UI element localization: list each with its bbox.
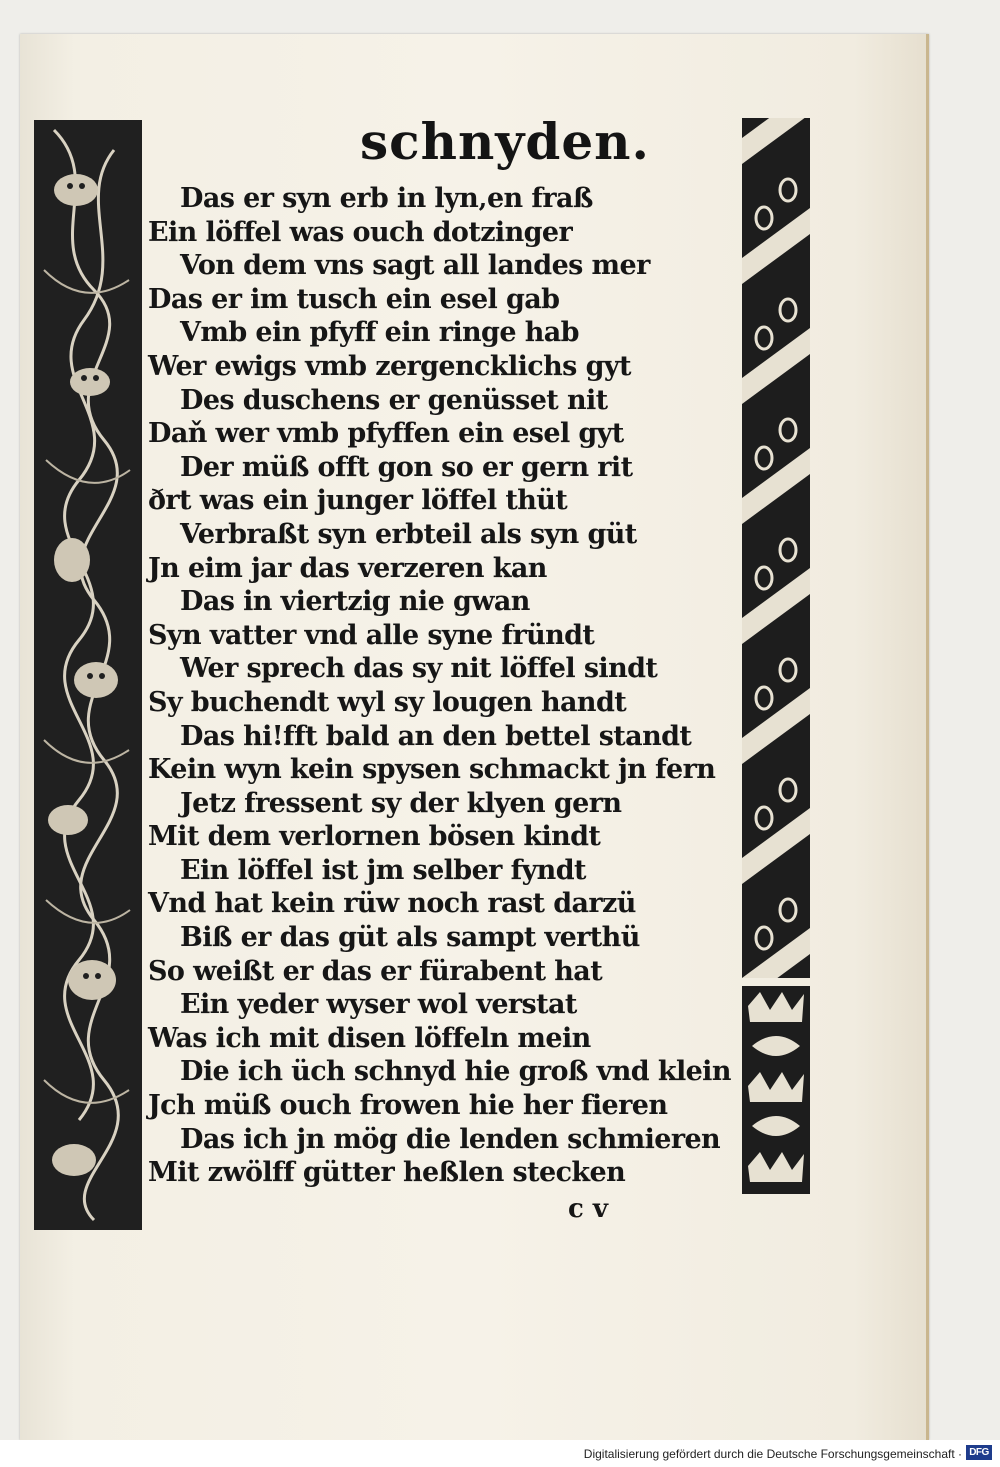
- verse-line: Der müß offt gon so er gern rit: [180, 451, 633, 483]
- verse-line: Ein yeder wyser wol verstat: [180, 989, 577, 1021]
- verse-line: Das ich jn mög die lenden schmieren: [180, 1123, 721, 1155]
- verse-line: Syn vatter vnd alle syne fründt: [148, 619, 595, 651]
- verse-line: Das in viertzig nie gwan: [180, 586, 530, 618]
- verse-line: Des duschens er genüsset nit: [180, 384, 608, 416]
- signature-mark: c v: [568, 1194, 608, 1224]
- verse-block: [20, 182, 740, 1190]
- verse-line: Wer sprech das sy nit löffel sindt: [180, 653, 658, 685]
- verse-line: Ein löffel ist jm selber fyndt: [180, 854, 586, 886]
- verse-line: Das er im tusch ein esel gab: [148, 283, 560, 315]
- verse-line: Jch müß ouch frowen hie her fieren: [148, 1090, 668, 1122]
- verse-line: Das hi!fft bald an den bettel standt: [180, 720, 692, 752]
- verse-line: Kein wyn kein spysen schmackt jn fern: [148, 754, 716, 786]
- verse-line: Verbraßt syn erbteil als syn güt: [180, 518, 637, 550]
- diagonal-band-ornament-icon: [742, 118, 810, 978]
- book-page: [20, 34, 929, 1440]
- verse-line: Jetz fressent sy der klyen gern: [180, 787, 622, 819]
- right-woodcut-border-bottom: [742, 986, 810, 1194]
- verse-line: Wer ewigs vmb zergencklichs gyt: [148, 350, 631, 382]
- verse-line: Das er syn erb in lyn‚en fraß: [180, 183, 593, 214]
- page-heading: schnyden.: [360, 112, 650, 171]
- verse-line: Mit zwölff gütter heßlen stecken: [148, 1157, 626, 1189]
- digitization-footer: [0, 1440, 1000, 1467]
- verse-line: Mit dem verlornen bösen kindt: [148, 821, 601, 853]
- leaf-ornament-icon: [742, 986, 810, 1194]
- verse-line: Ein löffel was ouch dotzinger: [148, 216, 573, 248]
- verse-line: Vmb ein pfyff ein ringe hab: [180, 317, 579, 349]
- verse-line: ðrt was ein junger löffel thüt: [148, 485, 568, 517]
- verse-line: Jn eim jar das verzeren kan: [148, 552, 547, 584]
- dfg-logo-icon: DFG: [966, 1445, 992, 1460]
- funding-credit: Digitalisierung gefördert durch die Deutsche Forschungsgemeinschaft ·: [583, 1447, 962, 1461]
- verse-line: Sy buchendt wyl sy lougen handt: [148, 686, 627, 718]
- verse-line: Daň wer vmb pfyffen ein esel gyt: [148, 418, 624, 450]
- verse-line: Die ich üch schnyd hie groß vnd klein: [180, 1056, 731, 1088]
- verse-line: So weißt er das er fürabent hat: [148, 955, 603, 987]
- verse-line: Vnd hat kein rüw noch rast darzü: [148, 888, 636, 920]
- verse-line: Biß er das güt als sampt verthü: [180, 922, 640, 954]
- verse-line: Was ich mit disen löffeln mein: [148, 1022, 591, 1054]
- verse-line: Von dem vns sagt all landes mer: [180, 250, 650, 282]
- right-woodcut-border-top: [742, 118, 810, 978]
